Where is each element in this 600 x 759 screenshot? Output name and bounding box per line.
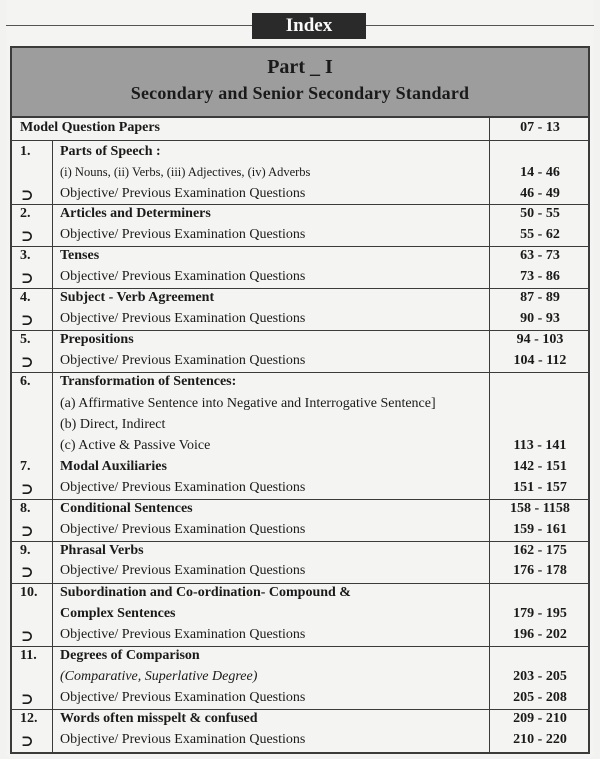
entry-title: (a) Affirmative Sentence into Negative and Interrogative Sentence]: [60, 396, 436, 411]
entry-number: 12.: [20, 711, 38, 726]
entry-title: Objective/ Previous Examination Questions: [60, 311, 306, 326]
arrow-icon: ⊃: [21, 692, 34, 708]
entry-number: 3.: [20, 248, 31, 263]
arrow-icon: ⊃: [21, 271, 34, 287]
index-page: [6, 0, 594, 756]
part-title: Part _ I: [267, 56, 333, 78]
divider: [12, 541, 588, 542]
part-heading: [12, 48, 588, 118]
entry-title: Words often misspelt & confused: [60, 711, 258, 726]
entry-pages: 90 - 93: [520, 311, 560, 326]
divider: [12, 709, 588, 710]
entry-title: Subject - Verb Agreement: [60, 290, 215, 305]
entry-number: 8.: [20, 501, 31, 516]
entry-title: Tenses: [60, 248, 100, 263]
entry-number: 5.: [20, 332, 31, 347]
entry-title: Objective/ Previous Examination Questions: [60, 627, 306, 642]
divider: [12, 288, 588, 289]
entry-pages: 46 - 49: [520, 186, 560, 201]
entry-number: 9.: [20, 543, 31, 558]
column-divider-left: [52, 141, 53, 752]
entry-title: Degrees of Comparison: [60, 648, 200, 663]
entry-title: Parts of Speech :: [60, 144, 161, 159]
entry-title: Conditional Sentences: [60, 501, 193, 516]
entry-title: Articles and Determiners: [60, 206, 211, 221]
entry-title: Transformation of Sentences:: [60, 374, 237, 389]
entry-pages: 73 - 86: [520, 269, 560, 284]
entry-title: (i) Nouns, (ii) Verbs, (iii) Adjectives, (iv) Adverbs: [60, 165, 311, 179]
entry-title: (b) Direct, Indirect: [60, 417, 166, 432]
index-table: [10, 46, 590, 754]
arrow-icon: ⊃: [21, 355, 34, 371]
divider: [12, 204, 588, 205]
entry-title: Phrasal Verbs: [60, 543, 144, 558]
entry-pages: 113 - 141: [513, 438, 567, 453]
arrow-icon: ⊃: [21, 524, 34, 540]
entry-title: Objective/ Previous Examination Questions: [60, 353, 306, 368]
entry-title: Objective/ Previous Examination Questions: [60, 522, 306, 537]
entry-number: 6.: [20, 374, 31, 389]
model-papers-pages: 07 - 13: [520, 120, 560, 135]
entry-pages: 205 - 208: [513, 690, 567, 705]
entry-pages: 210 - 220: [513, 732, 567, 747]
entry-pages: 14 - 46: [520, 165, 560, 180]
divider: [12, 646, 588, 647]
entry-pages: 55 - 62: [520, 227, 560, 242]
entry-number: 7.: [20, 459, 31, 474]
entry-pages: 196 - 202: [513, 627, 567, 642]
arrow-icon: ⊃: [21, 482, 34, 498]
index-title: Index: [252, 13, 366, 39]
model-papers-label: Model Question Papers: [20, 120, 160, 135]
entry-pages: 142 - 151: [513, 459, 567, 474]
arrow-icon: ⊃: [21, 229, 34, 245]
entry-title: Prepositions: [60, 332, 134, 347]
entry-pages: 209 - 210: [513, 711, 567, 726]
entry-pages: 179 - 195: [513, 606, 567, 621]
divider: [12, 140, 588, 141]
entry-number: 1.: [20, 144, 31, 159]
entry-pages: 94 - 103: [516, 332, 564, 347]
divider: [12, 372, 588, 373]
arrow-icon: ⊃: [21, 734, 34, 750]
divider: [12, 583, 588, 584]
part-subtitle: Secondary and Senior Secondary Standard: [130, 83, 470, 103]
entry-pages: 63 - 73: [520, 248, 560, 263]
entry-title: Subordination and Co-ordination- Compound &: [60, 585, 351, 600]
entry-pages: 158 - 1158: [510, 501, 570, 516]
arrow-icon: ⊃: [21, 313, 34, 329]
entry-title: Complex Sentences: [60, 606, 176, 621]
entry-pages: 104 - 112: [513, 353, 567, 368]
entry-pages: 151 - 157: [513, 480, 567, 495]
entry-title: Objective/ Previous Examination Questions: [60, 690, 306, 705]
divider: [12, 330, 588, 331]
entry-pages: 159 - 161: [513, 522, 567, 537]
entry-pages: 176 - 178: [513, 563, 567, 578]
entry-title: Objective/ Previous Examination Questions: [60, 732, 306, 747]
entry-title: Objective/ Previous Examination Questions: [60, 563, 306, 578]
entry-title: (Comparative, Superlative Degree): [60, 669, 258, 684]
entry-number: 2.: [20, 206, 31, 221]
entry-title: Objective/ Previous Examination Questions: [60, 186, 306, 201]
entry-title: (c) Active & Passive Voice: [60, 438, 211, 453]
entry-pages: 203 - 205: [513, 669, 567, 684]
divider: [12, 499, 588, 500]
divider: [12, 246, 588, 247]
entry-number: 4.: [20, 290, 31, 305]
arrow-icon: ⊃: [21, 565, 34, 581]
entry-title: Objective/ Previous Examination Questions: [60, 480, 306, 495]
entry-title: Objective/ Previous Examination Questions: [60, 227, 306, 242]
entry-pages: 50 - 55: [520, 206, 560, 221]
entry-title: Objective/ Previous Examination Questions: [60, 269, 306, 284]
entry-number: 11.: [20, 648, 37, 663]
arrow-icon: ⊃: [21, 188, 34, 204]
entry-pages: 87 - 89: [520, 290, 560, 305]
arrow-icon: ⊃: [21, 629, 34, 645]
entry-title: Modal Auxiliaries: [60, 459, 167, 474]
entry-number: 10.: [20, 585, 38, 600]
entry-pages: 162 - 175: [513, 543, 567, 558]
